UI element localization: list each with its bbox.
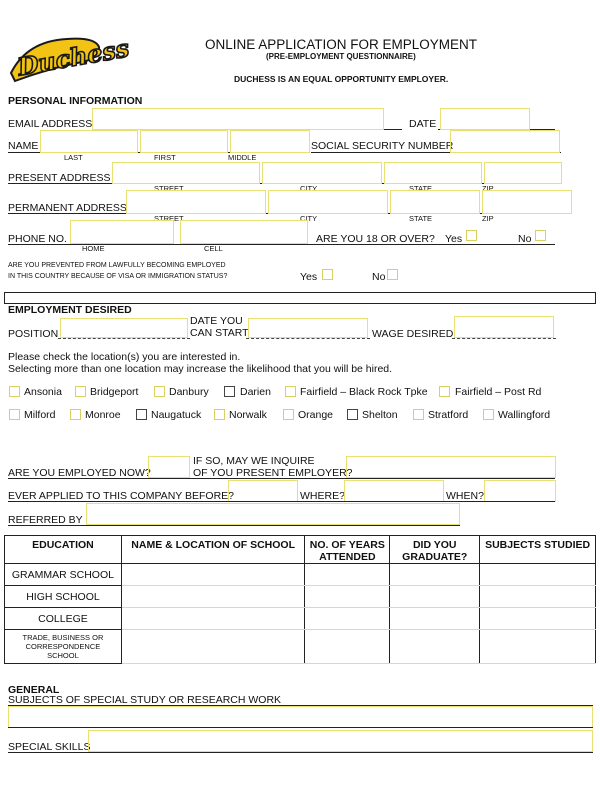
- age-no-checkbox[interactable]: [535, 230, 546, 241]
- referred-label: REFERRED BY: [8, 514, 83, 526]
- when-label: WHEN?: [446, 490, 484, 502]
- location-checkbox-ansonia[interactable]: [9, 386, 20, 397]
- email-label: EMAIL ADDRESS: [8, 118, 93, 130]
- age-yes-checkbox[interactable]: [466, 230, 477, 241]
- eeo-statement: DUCHESS IS AN EQUAL OPPORTUNITY EMPLOYER.: [234, 74, 449, 84]
- position-label: POSITION: [8, 328, 59, 340]
- where-label: WHERE?: [300, 490, 345, 502]
- cell-caption: CELL: [204, 244, 223, 253]
- location-label-milford: Milford: [24, 409, 56, 421]
- state-caption-2: STATE: [409, 214, 433, 223]
- inquire-employer-field[interactable]: [346, 456, 556, 478]
- header-subjects: SUBJECTS STUDIED: [480, 536, 596, 564]
- age-no-label: No: [518, 233, 532, 245]
- phone-cell-field[interactable]: [180, 220, 308, 244]
- education-table: [4, 535, 596, 664]
- employed-line: [8, 478, 555, 479]
- date-label: DATE: [409, 118, 437, 130]
- location-checkbox-monroe[interactable]: [70, 409, 81, 420]
- duchess-logo: [7, 33, 132, 85]
- phone-home-field[interactable]: [70, 220, 174, 244]
- street-caption-2: STREET: [154, 214, 184, 223]
- permanent-city-field[interactable]: [268, 190, 388, 214]
- permanent-address-label: PERMANENT ADDRESS: [8, 202, 127, 214]
- high-years-cell[interactable]: [305, 586, 390, 608]
- location-label-danbury: Danbury: [169, 386, 209, 398]
- ssn-field[interactable]: [450, 130, 560, 153]
- city-caption: CITY: [300, 184, 318, 193]
- phone-label: PHONE NO.: [8, 233, 67, 245]
- first-name-field[interactable]: [140, 130, 228, 153]
- applied-before-label: EVER APPLIED TO THIS COMPANY BEFORE?: [8, 490, 235, 502]
- referred-field[interactable]: [86, 503, 460, 525]
- special-skills-label: SPECIAL SKILLS: [8, 741, 91, 753]
- email-field[interactable]: [92, 108, 384, 130]
- start-date-label-2: CAN START: [190, 327, 249, 339]
- special-study-field[interactable]: [8, 706, 593, 728]
- header-years: NO. OF YEARS ATTENDED: [305, 536, 390, 564]
- age-question: ARE YOU 18 OR OVER?: [316, 233, 435, 245]
- header-school: NAME & LOCATION OF SCHOOL: [121, 536, 305, 564]
- location-note-2: Selecting more than one location may increase the likelihood that you will be hired.: [8, 363, 393, 375]
- location-checkbox-fairfield-black-rock[interactable]: [285, 386, 296, 397]
- high-graduate-cell[interactable]: [390, 586, 480, 608]
- header-graduate: DID YOU GRADUATE?: [390, 536, 480, 564]
- college-graduate-cell[interactable]: [390, 608, 480, 630]
- location-label-naugatuck: Naugatuck: [151, 409, 202, 421]
- applied-before-field[interactable]: [228, 480, 298, 502]
- date-field[interactable]: [440, 108, 530, 130]
- street-caption: STREET: [154, 184, 184, 193]
- permanent-street-field[interactable]: [126, 190, 266, 214]
- location-label-orange: Orange: [298, 409, 334, 421]
- name-label: NAME: [8, 140, 39, 152]
- permanent-state-field[interactable]: [390, 190, 480, 214]
- present-address-label: PRESENT ADDRESS: [8, 172, 111, 184]
- location-label-wallingford: Wallingford: [498, 409, 551, 421]
- location-checkbox-naugatuck[interactable]: [136, 409, 147, 420]
- age-yes-label: Yes: [445, 233, 463, 245]
- visa-question-2: IN THIS COUNTRY BECAUSE OF VISA OR IMMIGRATION STATUS?: [8, 273, 228, 280]
- table-row: [5, 630, 596, 664]
- section-employment: EMPLOYMENT DESIRED: [8, 304, 132, 316]
- position-field[interactable]: [60, 318, 188, 338]
- location-label-ansonia: Ansonia: [24, 386, 62, 398]
- row-label-college: COLLEGE: [5, 608, 122, 630]
- zip-caption-2: ZIP: [482, 214, 494, 223]
- location-label-stratford: Stratford: [428, 409, 469, 421]
- when-field[interactable]: [484, 480, 556, 502]
- referred-line: [8, 525, 460, 526]
- college-subjects-cell[interactable]: [480, 608, 596, 630]
- start-date-field[interactable]: [248, 318, 368, 338]
- location-checkbox-fairfield-post-rd[interactable]: [439, 386, 450, 397]
- page-subtitle: (PRE-EMPLOYMENT QUESTIONNAIRE): [266, 52, 416, 61]
- trade-years-cell[interactable]: [305, 630, 390, 664]
- row-label-trade: TRADE, BUSINESS OR CORRESPONDENCE SCHOOL: [5, 630, 122, 664]
- ssn-label: SOCIAL SECURITY NUMBER: [311, 140, 454, 152]
- inquire-label-2: OF YOU PRESENT EMPLOYER?: [193, 467, 353, 479]
- trade-school-cell[interactable]: [121, 630, 305, 664]
- section-general: GENERAL: [8, 684, 60, 696]
- special-study-line-2: [8, 727, 593, 728]
- location-checkbox-orange[interactable]: [283, 409, 294, 420]
- special-skills-field[interactable]: [88, 730, 593, 752]
- trade-subjects-cell[interactable]: [480, 630, 596, 664]
- visa-yes-checkbox[interactable]: [322, 269, 333, 280]
- applied-line: [8, 501, 555, 502]
- location-checkbox-stratford[interactable]: [413, 409, 424, 420]
- start-date-line: [246, 338, 370, 339]
- wage-field[interactable]: [454, 316, 554, 338]
- present-state-field[interactable]: [384, 162, 482, 184]
- wage-line: [452, 338, 556, 339]
- location-label-shelton: Shelton: [362, 409, 398, 421]
- high-school-cell[interactable]: [121, 586, 305, 608]
- present-street-field[interactable]: [112, 162, 260, 184]
- home-caption: HOME: [82, 244, 105, 253]
- first-caption: FIRST: [154, 153, 176, 162]
- section-personal: PERSONAL INFORMATION: [8, 95, 143, 107]
- special-skills-line: [8, 752, 593, 753]
- location-checkbox-danbury[interactable]: [154, 386, 165, 397]
- visa-no-label: No: [372, 271, 386, 283]
- table-header-row: [5, 536, 596, 564]
- city-caption-2: CITY: [300, 214, 318, 223]
- location-checkbox-norwalk[interactable]: [214, 409, 225, 420]
- present-zip-field[interactable]: [484, 162, 562, 184]
- section-divider: [4, 292, 596, 304]
- header-education: EDUCATION: [5, 536, 122, 564]
- table-row: [5, 608, 596, 630]
- location-checkbox-shelton[interactable]: [347, 409, 358, 420]
- location-checkbox-wallingford[interactable]: [483, 409, 494, 420]
- location-note-1: Please check the location(s) you are interested in.: [8, 351, 241, 363]
- start-date-label-1: DATE YOU: [190, 315, 243, 327]
- college-school-cell[interactable]: [121, 608, 305, 630]
- location-checkbox-darien[interactable]: [224, 386, 235, 397]
- table-row: [5, 564, 596, 586]
- grammar-graduate-cell[interactable]: [390, 564, 480, 586]
- grammar-subjects-cell[interactable]: [480, 564, 596, 586]
- middle-name-field[interactable]: [230, 130, 310, 153]
- location-checkbox-bridgeport[interactable]: [75, 386, 86, 397]
- logo-text: Duchess: [15, 33, 132, 82]
- grammar-years-cell[interactable]: [305, 564, 390, 586]
- location-label-darien: Darien: [240, 386, 271, 398]
- visa-yes-label: Yes: [300, 271, 318, 283]
- high-subjects-cell[interactable]: [480, 586, 596, 608]
- position-line: [58, 338, 190, 339]
- present-city-field[interactable]: [262, 162, 382, 184]
- location-label-fairfield-post-rd: Fairfield – Post Rd: [455, 386, 542, 398]
- permanent-zip-field[interactable]: [482, 190, 572, 214]
- visa-no-checkbox[interactable]: [387, 269, 398, 280]
- row-label-high: HIGH SCHOOL: [5, 586, 122, 608]
- visa-question-1: ARE YOU PREVENTED FROM LAWFULLY BECOMING EMPLOYED: [8, 262, 226, 269]
- last-name-field[interactable]: [40, 130, 138, 153]
- special-study-label: SUBJECTS OF SPECIAL STUDY OR RESEARCH WORK: [8, 694, 282, 706]
- wage-label: WAGE DESIRED: [372, 328, 454, 340]
- college-years-cell[interactable]: [305, 608, 390, 630]
- location-label-norwalk: Norwalk: [229, 409, 267, 421]
- grammar-school-cell[interactable]: [121, 564, 305, 586]
- zip-caption: ZIP: [482, 184, 494, 193]
- location-label-fairfield-black-rock: Fairfield – Black Rock Tpke: [300, 386, 428, 398]
- table-row: [5, 586, 596, 608]
- state-caption: STATE: [409, 184, 433, 193]
- location-label-monroe: Monroe: [85, 409, 121, 421]
- middle-caption: MIDDLE: [228, 153, 257, 162]
- trade-graduate-cell[interactable]: [390, 630, 480, 664]
- location-checkbox-milford[interactable]: [9, 409, 20, 420]
- location-label-bridgeport: Bridgeport: [90, 386, 139, 398]
- where-field[interactable]: [344, 480, 444, 502]
- employed-now-label: ARE YOU EMPLOYED NOW?: [8, 467, 151, 479]
- inquire-label-1: IF SO, MAY WE INQUIRE: [193, 455, 315, 467]
- employed-now-field[interactable]: [148, 456, 190, 478]
- row-label-grammar: GRAMMAR SCHOOL: [5, 564, 122, 586]
- page-title: ONLINE APPLICATION FOR EMPLOYMENT: [205, 37, 478, 52]
- last-caption: LAST: [64, 153, 83, 162]
